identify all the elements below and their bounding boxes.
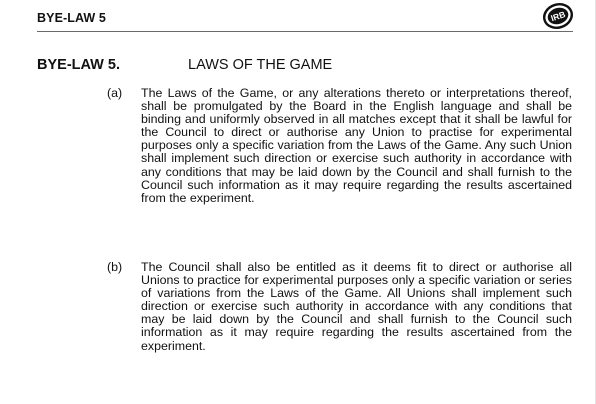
section-heading — [37, 57, 332, 73]
clause-letter: (b) — [107, 260, 123, 274]
irb-logo — [541, 0, 575, 30]
clause-text: The Laws of the Game, or any alterations thereto or interpretations thereof, shall be promulgated by the Board in the English language and shall be binding and uniformly observed in all matches except that it shall be lawful for the Council to direct or authorise any Union to practise for experimental purposes only a specific variation from the Laws of the Game. Any such Union shall implement such direction or exercise such authority in accordance with any conditions that may be laid down by the Council and shall furnish to the Council such information as it may require regarding the results ascertained from the experiment. — [141, 86, 572, 205]
running-header: BYE-LAW 5 — [37, 11, 106, 25]
bye-law-number: BYE-LAW 5. — [37, 57, 120, 73]
clause-text: The Council shall also be entitled as it deems fit to direct or authorise all Unions to practice for experimental purposes only a specific variation or series of variations from the Laws of the Game. All Unions shall implement such direction or exercise such authority in accordance with any conditions that may be laid down by the Council and shall furnish to the Council such information as it may require regarding the results ascertained from the experiment. — [141, 260, 572, 353]
bye-law-title: LAWS OF THE GAME — [188, 57, 333, 73]
clause-letter: (a) — [107, 86, 123, 100]
logo-lettering: IRB — [549, 9, 567, 24]
header-divider — [37, 31, 573, 32]
